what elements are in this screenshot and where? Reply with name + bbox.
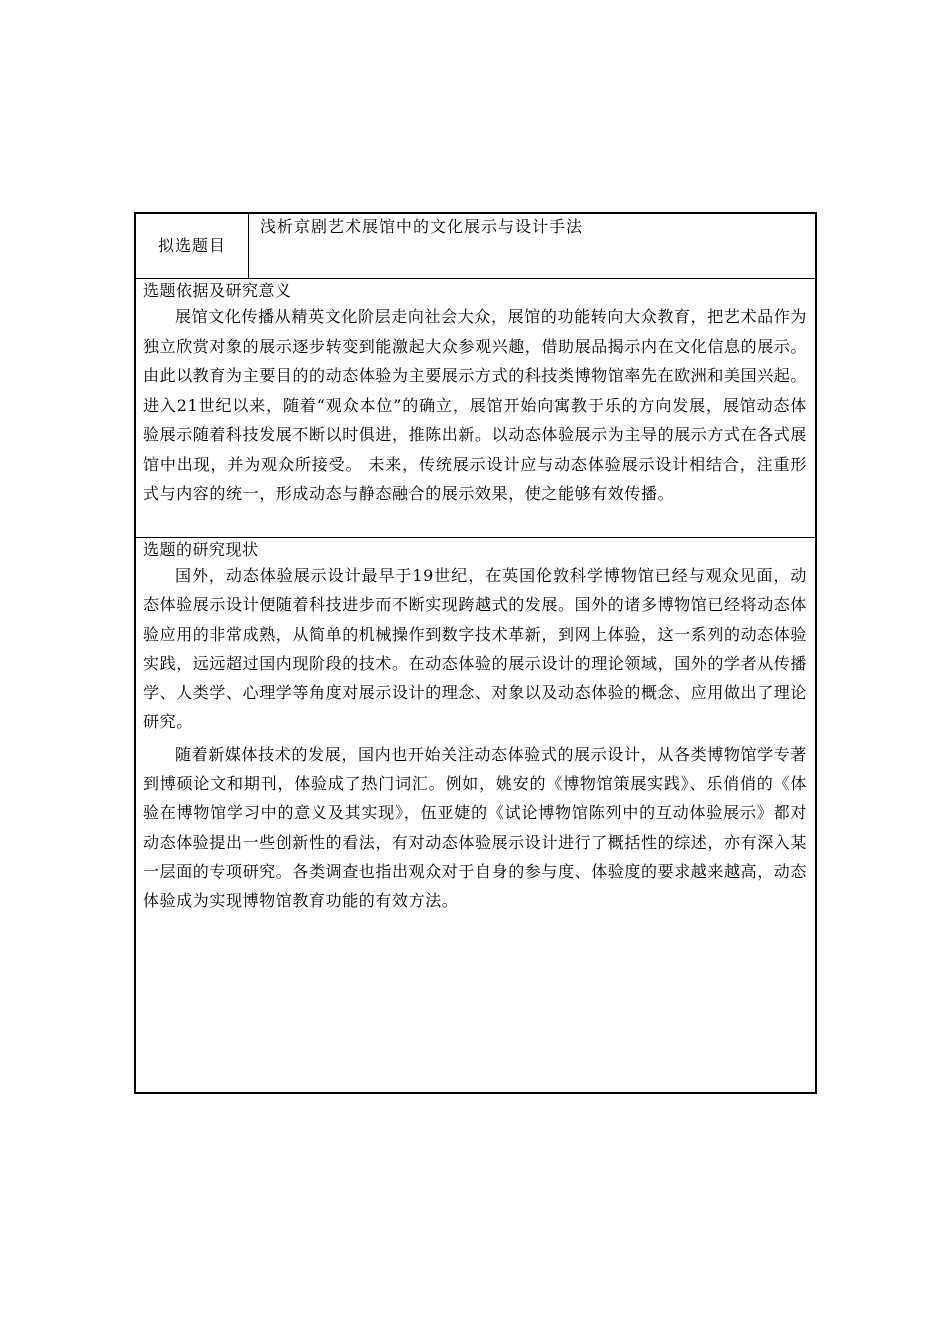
title-value-cell: 浅析京剧艺术展馆中的文化展示与设计手法 [260, 217, 584, 236]
research-status-paragraph-abroad: 国外，动态体验展示设计最早于19世纪，在英国伦敦科学博物馆已经与观众见面，动态体验展示设计便随着科技进步而不断实现跨越式的发展。国外的诸多博物馆已经将动态体验应用的非常成熟，从简单的机械操作到数字技术革新，到网上体验，这一系列的动态体验实践，远远超过国内现阶段的技术。在动态体验的展示设计的理论领域，国外的学者从传播学、人类学、心理学等角度对展示设计的理念、对象以及动态体验的概念、应用做出了理论研究。 [143, 566, 808, 732]
research-basis-heading: 选题依据及研究意义 [143, 281, 292, 300]
title-row [136, 214, 815, 279]
research-basis-paragraph: 展馆文化传播从精英文化阶层走向社会大众，展馆的功能转向大众教育，把艺术品作为独立欣赏对象的展示逐步转变到能激起大众参观兴趣，借助展品揭示内在文化信息的展示。由此以教育为主要目的的动态体验为主要展示方式的科技类博物馆率先在欧洲和美国兴起。进入21世纪以来，随着“观众本位”的确立，展馆开始向寓教于乐的方向发展，展馆动态体验展示随着科技发展不断以时俱进，推陈出新。以动态体验展示为主导的展示方式在各式展馆中出现，并为观众所接受。 未来，传统展示设计应与动态体验展示设计相结合，注重形式与内容的统一，形成动态与静态融合的展示效果，使之能够有效传播。 [143, 307, 808, 503]
proposal-form-table [134, 212, 817, 1094]
research-status-section [136, 538, 815, 1092]
research-basis-section [136, 279, 815, 538]
title-label-cell: 拟选题目 [136, 214, 249, 278]
research-status-heading: 选题的研究现状 [143, 540, 259, 559]
research-status-paragraph-domestic: 随着新媒体技术的发展，国内也开始关注动态体验式的展示设计，从各类博物馆学专著到博硕论文和期刊，体验成了热门词汇。例如，姚安的《博物馆策展实践》、乐俏俏的《体验在博物馆学习中的意义及其实现》，伍亚婕的《试论博物馆陈列中的互动体验展示》都对动态体验提出一些创新性的看法，有对动态体验展示设计进行了概括性的综述，亦有深入某一层面的专项研究。各类调查也指出观众对于自身的参与度、体验度的要求越来越高，动态体验成为实现博物馆教育功能的有效方法。 [143, 744, 808, 911]
